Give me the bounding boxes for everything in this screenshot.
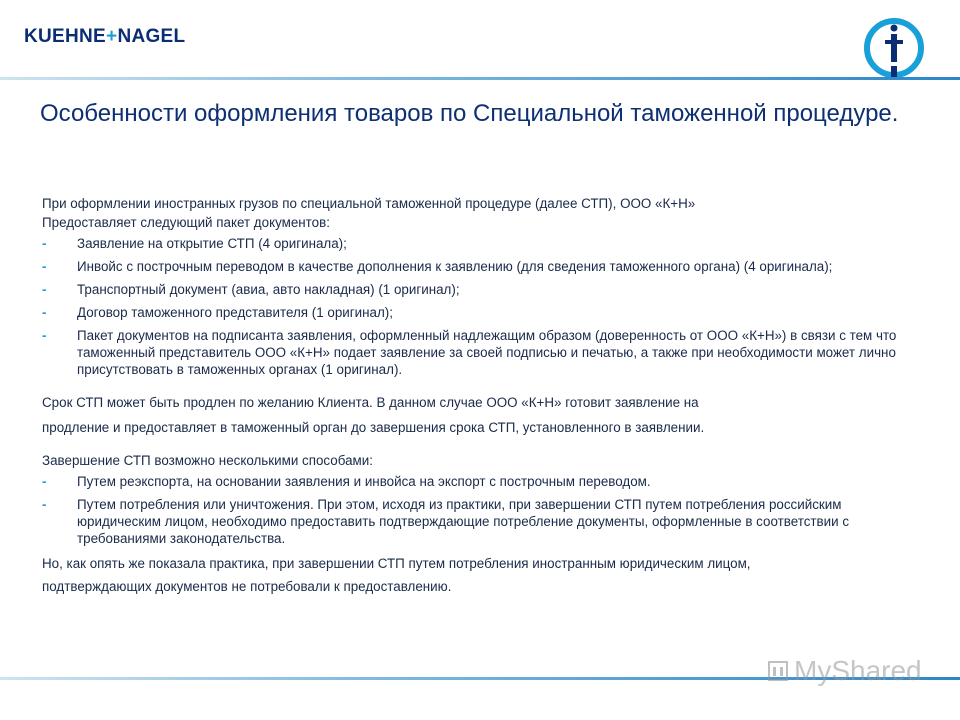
list-item bbox=[42, 327, 912, 378]
list-item bbox=[42, 496, 912, 547]
logo-right-text: NAGEL bbox=[117, 26, 186, 47]
bullet-dash: - bbox=[42, 328, 47, 343]
bullet-dash: - bbox=[42, 236, 47, 251]
kuehne-nagel-logo bbox=[24, 26, 185, 48]
list-item-text: Путем потребления или уничтожения. При этом, исходя из практики, при завершении СТП путем потребления российским юридическим лицом, необходимо предоставить подтверждающие потребление документы, оформленные в соответствии с требованиями законодательства. bbox=[77, 497, 850, 546]
page-title: Особенности оформления товаров по Специальной таможенной процедуре. bbox=[40, 100, 899, 127]
slide-body bbox=[42, 193, 912, 597]
list-item-text: Пакет документов на подписанта заявления, оформленный надлежащим образом (доверенность от ООО «К+Н») в связи с тем что таможенный представитель ООО «К+Н» подает заявление за своей подписью и печатью, а также при необходимости может лично присутствовать в таможенных органах (1 оригинал). bbox=[77, 328, 897, 377]
bullet-dash: - bbox=[42, 497, 47, 512]
intro-line-1: При оформлении иностранных грузов по специальной таможенной процедуре (далее СТП), ООО «К+Н» bbox=[42, 196, 696, 211]
watermark-icon bbox=[768, 660, 788, 682]
bullet-dash: - bbox=[42, 305, 47, 320]
list-item-text: Заявление на открытие СТП (4 оригинала); bbox=[77, 236, 347, 251]
list-item-text: Инвойс с построчным переводом в качестве дополнения к заявлению (для сведения таможенного органа) (4 оригинала); bbox=[77, 259, 833, 274]
bullet-dash: - bbox=[42, 282, 47, 297]
list-item-text: Путем реэкспорта, на основании заявления и инвойса на экспорт с построчным переводом. bbox=[77, 474, 651, 489]
watermark bbox=[768, 655, 922, 687]
list-item bbox=[42, 281, 912, 298]
list-item bbox=[42, 473, 912, 490]
list-item bbox=[42, 258, 912, 275]
anchor-logo-icon bbox=[862, 16, 926, 80]
completion-methods-list bbox=[42, 473, 912, 547]
list-item-text: Договор таможенного представителя (1 оригинал); bbox=[77, 305, 393, 320]
closing-line-1: Но, как опять же показала практика, при завершении СТП путем потребления иностранным юридическим лицом, bbox=[42, 556, 751, 571]
list-item bbox=[42, 235, 912, 252]
intro-line-2: Предоставляет следующий пакет документов: bbox=[42, 215, 330, 230]
bullet-dash: - bbox=[42, 259, 47, 274]
completion-intro: Завершение СТП возможно несколькими способами: bbox=[42, 453, 373, 468]
list-item bbox=[42, 304, 912, 321]
header-divider bbox=[0, 77, 960, 80]
documents-list bbox=[42, 235, 912, 378]
list-item-text: Транспортный документ (авиа, авто накладная) (1 оригинал); bbox=[77, 282, 460, 297]
extension-line-2: продление и предоставляет в таможенный орган до завершения срока СТП, установленного в заявлении. bbox=[42, 420, 705, 435]
extension-line-1: Срок СТП может быть продлен по желанию Клиента. В данном случае ООО «К+Н» готовит заявление на bbox=[42, 395, 699, 410]
logo-left-text: KUEHNE bbox=[24, 26, 107, 47]
closing-line-2: подтверждающих документов не потребовали к предоставлению. bbox=[42, 579, 452, 594]
logo-plus-text: + bbox=[106, 26, 118, 47]
watermark-text: MyShared bbox=[794, 655, 922, 686]
bullet-dash: - bbox=[42, 474, 47, 489]
